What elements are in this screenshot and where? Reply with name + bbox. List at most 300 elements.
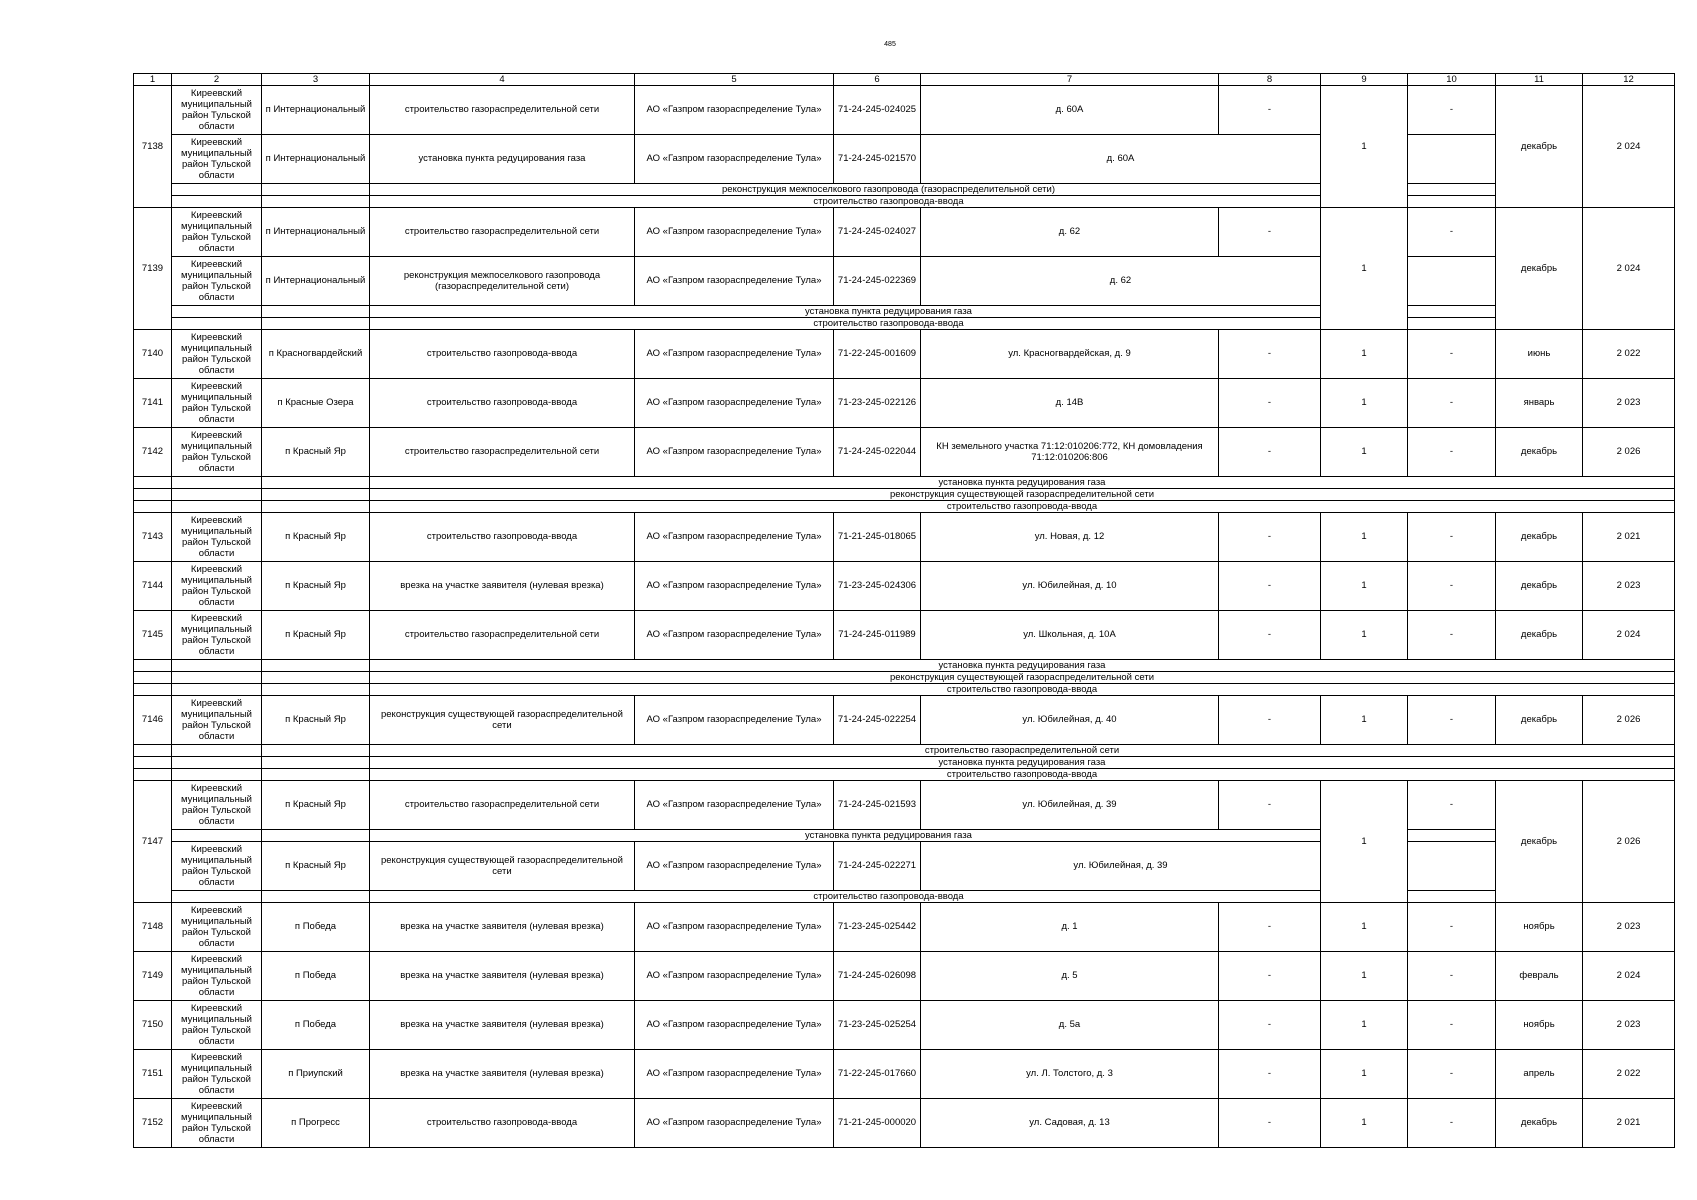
year-cell: 2 022: [1583, 1050, 1675, 1099]
organization-cell: АО «Газпром газораспределение Тула»: [635, 257, 834, 306]
year-cell: 2 023: [1583, 379, 1675, 428]
empty-cell: [262, 501, 370, 513]
organization-cell: АО «Газпром газораспределение Тула»: [635, 379, 834, 428]
empty-cell: [134, 769, 172, 781]
col9-cell: 1: [1321, 903, 1408, 952]
span-text-cell: реконструкция межпоселкового газопровода (газораспределительной сети): [370, 184, 1408, 196]
span-text-cell: установка пункта редуцирования газа: [370, 660, 1675, 672]
settlement-cell: п Победа: [262, 1001, 370, 1050]
work-type-cell: врезка на участке заявителя (нулевая врезка): [370, 903, 635, 952]
col10-cell: -: [1408, 952, 1496, 1001]
col8-cell: -: [1219, 952, 1321, 1001]
col10-cell: -: [1408, 330, 1496, 379]
work-type-cell: строительство газопровода-ввода: [370, 513, 635, 562]
month-cell: декабрь: [1496, 428, 1583, 477]
span-text-cell: реконструкция существующей газораспределительной сети: [370, 489, 1675, 501]
table-row: [134, 611, 1675, 660]
empty-cell: [172, 684, 262, 696]
col10-cell: -: [1408, 1001, 1496, 1050]
col10-cell: [1408, 842, 1496, 891]
table-row: [134, 1001, 1675, 1050]
span-row: [134, 660, 1675, 672]
empty-cell: [262, 769, 370, 781]
application-code-cell: 71-22-245-017660: [834, 1050, 921, 1099]
span-text-cell: строительство газораспределительной сети: [370, 745, 1675, 757]
year-cell: 2 023: [1583, 903, 1675, 952]
empty-cell: [262, 306, 370, 318]
district-cell: Киреевский муниципальный район Тульской области: [172, 1050, 262, 1099]
address-cell: д. 60А: [921, 86, 1219, 135]
empty-cell: [262, 672, 370, 684]
col10-cell: -: [1408, 611, 1496, 660]
col8-cell: -: [1219, 208, 1321, 257]
col10-cell: [1408, 318, 1496, 330]
settlement-cell: п Красный Яр: [262, 562, 370, 611]
district-cell: Киреевский муниципальный район Тульской области: [172, 1001, 262, 1050]
year-cell: 2 022: [1583, 330, 1675, 379]
work-type-cell: реконструкция существующей газораспределительной сети: [370, 842, 635, 891]
empty-cell: [172, 891, 262, 903]
table-row: [134, 135, 1675, 184]
organization-cell: АО «Газпром газораспределение Тула»: [635, 696, 834, 745]
span-row: [134, 684, 1675, 696]
table-row: [134, 428, 1675, 477]
organization-cell: АО «Газпром газораспределение Тула»: [635, 1001, 834, 1050]
year-cell: 2 024: [1583, 611, 1675, 660]
application-code-cell: 71-22-245-001609: [834, 330, 921, 379]
year-cell: 2 024: [1583, 952, 1675, 1001]
month-cell: декабрь: [1496, 781, 1583, 903]
empty-cell: [172, 745, 262, 757]
col9-cell: 1: [1321, 86, 1408, 208]
settlement-cell: п Интернациональный: [262, 135, 370, 184]
district-cell: Киреевский муниципальный район Тульской области: [172, 611, 262, 660]
table-row: [134, 379, 1675, 428]
col10-cell: [1408, 257, 1496, 306]
organization-cell: АО «Газпром газораспределение Тула»: [635, 86, 834, 135]
organization-cell: АО «Газпром газораспределение Тула»: [635, 428, 834, 477]
month-cell: февраль: [1496, 952, 1583, 1001]
span-row: [134, 745, 1675, 757]
organization-cell: АО «Газпром газораспределение Тула»: [635, 135, 834, 184]
address-cell: ул. Л. Толстого, д. 3: [921, 1050, 1219, 1099]
col10-cell: -: [1408, 903, 1496, 952]
empty-cell: [262, 477, 370, 489]
application-code-cell: 71-24-245-022271: [834, 842, 921, 891]
table-row: [134, 842, 1675, 891]
column-header: 9: [1321, 74, 1408, 86]
organization-cell: АО «Газпром газораспределение Тула»: [635, 330, 834, 379]
settlement-cell: п Красный Яр: [262, 842, 370, 891]
organization-cell: АО «Газпром газораспределение Тула»: [635, 513, 834, 562]
district-cell: Киреевский муниципальный район Тульской области: [172, 1099, 262, 1148]
settlement-cell: п Интернациональный: [262, 257, 370, 306]
col8-cell: -: [1219, 1099, 1321, 1148]
application-code-cell: 71-24-245-026098: [834, 952, 921, 1001]
col8-cell: -: [1219, 513, 1321, 562]
application-code-cell: 71-21-245-000020: [834, 1099, 921, 1148]
table-row: [134, 208, 1675, 257]
col8-cell: -: [1219, 562, 1321, 611]
district-cell: Киреевский муниципальный район Тульской области: [172, 86, 262, 135]
address-cell: д. 5а: [921, 1001, 1219, 1050]
address-cell: д. 62: [921, 208, 1219, 257]
application-code-cell: 71-23-245-022126: [834, 379, 921, 428]
address-cell: КН земельного участка 71:12:010206:772, КН домовладения 71:12:010206:806: [921, 428, 1219, 477]
col8-cell: -: [1219, 903, 1321, 952]
row-number-cell: 7150: [134, 1001, 172, 1050]
organization-cell: АО «Газпром газораспределение Тула»: [635, 208, 834, 257]
work-type-cell: реконструкция существующей газораспределительной сети: [370, 696, 635, 745]
sub-row: [134, 830, 1675, 842]
work-type-cell: строительство газораспределительной сети: [370, 611, 635, 660]
application-code-cell: 71-24-245-011989: [834, 611, 921, 660]
application-code-cell: 71-23-245-024306: [834, 562, 921, 611]
span-text-cell: строительство газопровода-ввода: [370, 769, 1675, 781]
work-type-cell: строительство газораспределительной сети: [370, 208, 635, 257]
settlement-cell: п Победа: [262, 903, 370, 952]
empty-cell: [262, 660, 370, 672]
empty-cell: [134, 672, 172, 684]
row-number-cell: 7145: [134, 611, 172, 660]
address-cell: д. 5: [921, 952, 1219, 1001]
col10-cell: -: [1408, 86, 1496, 135]
year-cell: 2 023: [1583, 562, 1675, 611]
application-code-cell: 71-24-245-024025: [834, 86, 921, 135]
col9-cell: 1: [1321, 562, 1408, 611]
column-header: 5: [635, 74, 834, 86]
work-type-cell: строительство газораспределительной сети: [370, 428, 635, 477]
col9-cell: 1: [1321, 1099, 1408, 1148]
year-cell: 2 026: [1583, 696, 1675, 745]
sub-row: [134, 184, 1675, 196]
work-type-cell: строительство газораспределительной сети: [370, 86, 635, 135]
row-number-cell: 7148: [134, 903, 172, 952]
span-text-cell: строительство газопровода-ввода: [370, 891, 1408, 903]
col9-cell: 1: [1321, 1001, 1408, 1050]
empty-cell: [172, 306, 262, 318]
empty-cell: [172, 830, 262, 842]
year-cell: 2 024: [1583, 208, 1675, 330]
address-cell: ул. Юбилейная, д. 39: [921, 781, 1219, 830]
span-row: [134, 769, 1675, 781]
col10-cell: -: [1408, 428, 1496, 477]
col8-cell: -: [1219, 1001, 1321, 1050]
span-text-cell: установка пункта редуцирования газа: [370, 757, 1675, 769]
row-number-cell: 7141: [134, 379, 172, 428]
district-cell: Киреевский муниципальный район Тульской области: [172, 903, 262, 952]
span-row: [134, 489, 1675, 501]
district-cell: Киреевский муниципальный район Тульской области: [172, 428, 262, 477]
year-cell: 2 026: [1583, 781, 1675, 903]
col10-cell: [1408, 306, 1496, 318]
work-type-cell: врезка на участке заявителя (нулевая врезка): [370, 1001, 635, 1050]
work-type-cell: строительство газораспределительной сети: [370, 781, 635, 830]
col10-cell: [1408, 135, 1496, 184]
row-number-cell: 7147: [134, 781, 172, 903]
district-cell: Киреевский муниципальный район Тульской области: [172, 330, 262, 379]
application-code-cell: 71-21-245-018065: [834, 513, 921, 562]
address-cell: ул. Юбилейная, д. 40: [921, 696, 1219, 745]
settlement-cell: п Прогресс: [262, 1099, 370, 1148]
table-row: [134, 696, 1675, 745]
span-text-cell: установка пункта редуцирования газа: [370, 830, 1408, 842]
empty-cell: [172, 489, 262, 501]
work-type-cell: установка пункта редуцирования газа: [370, 135, 635, 184]
empty-cell: [262, 757, 370, 769]
month-cell: июнь: [1496, 330, 1583, 379]
col9-cell: 1: [1321, 208, 1408, 330]
col10-cell: -: [1408, 696, 1496, 745]
empty-cell: [134, 489, 172, 501]
year-cell: 2 024: [1583, 86, 1675, 208]
month-cell: ноябрь: [1496, 903, 1583, 952]
span-row: [134, 501, 1675, 513]
table-row: [134, 781, 1675, 830]
application-code-cell: 71-23-245-025442: [834, 903, 921, 952]
col8-cell: -: [1219, 696, 1321, 745]
column-header: 11: [1496, 74, 1583, 86]
settlement-cell: п Красные Озера: [262, 379, 370, 428]
month-cell: декабрь: [1496, 696, 1583, 745]
empty-cell: [172, 184, 262, 196]
empty-cell: [172, 196, 262, 208]
col9-cell: 1: [1321, 611, 1408, 660]
row-number-cell: 7146: [134, 696, 172, 745]
row-number-cell: 7140: [134, 330, 172, 379]
district-cell: Киреевский муниципальный район Тульской области: [172, 379, 262, 428]
empty-cell: [172, 672, 262, 684]
column-number-header-row: [134, 74, 1675, 86]
col9-cell: 1: [1321, 379, 1408, 428]
row-number-cell: 7142: [134, 428, 172, 477]
application-code-cell: 71-24-245-024027: [834, 208, 921, 257]
work-type-cell: строительство газопровода-ввода: [370, 379, 635, 428]
settlement-cell: п Красный Яр: [262, 781, 370, 830]
work-type-cell: строительство газопровода-ввода: [370, 1099, 635, 1148]
application-code-cell: 71-24-245-021570: [834, 135, 921, 184]
col9-cell: 1: [1321, 952, 1408, 1001]
settlement-cell: п Приупский: [262, 1050, 370, 1099]
col9-cell: 1: [1321, 428, 1408, 477]
empty-cell: [172, 660, 262, 672]
empty-cell: [134, 757, 172, 769]
settlement-cell: п Красный Яр: [262, 611, 370, 660]
settlement-cell: п Красный Яр: [262, 696, 370, 745]
work-type-cell: врезка на участке заявителя (нулевая врезка): [370, 562, 635, 611]
page-number: 485: [884, 41, 896, 48]
col8-cell: -: [1219, 428, 1321, 477]
gas-register-table: [133, 73, 1675, 1148]
empty-cell: [172, 477, 262, 489]
district-cell: Киреевский муниципальный район Тульской области: [172, 562, 262, 611]
district-cell: Киреевский муниципальный район Тульской области: [172, 781, 262, 830]
district-cell: Киреевский муниципальный район Тульской области: [172, 842, 262, 891]
column-header: 3: [262, 74, 370, 86]
span-text-cell: реконструкция существующей газораспределительной сети: [370, 672, 1675, 684]
row-number-cell: 7143: [134, 513, 172, 562]
empty-cell: [134, 684, 172, 696]
row-number-cell: 7149: [134, 952, 172, 1001]
span-text-cell: строительство газопровода-ввода: [370, 684, 1675, 696]
application-code-cell: 71-24-245-022254: [834, 696, 921, 745]
empty-cell: [262, 891, 370, 903]
month-cell: декабрь: [1496, 562, 1583, 611]
empty-cell: [262, 489, 370, 501]
organization-cell: АО «Газпром газораспределение Тула»: [635, 903, 834, 952]
row-number-cell: 7138: [134, 86, 172, 208]
work-type-cell: реконструкция межпоселкового газопровода (газораспределительной сети): [370, 257, 635, 306]
row-number-cell: 7151: [134, 1050, 172, 1099]
table-row: [134, 903, 1675, 952]
table-row: [134, 952, 1675, 1001]
work-type-cell: врезка на участке заявителя (нулевая врезка): [370, 952, 635, 1001]
table-row: [134, 1050, 1675, 1099]
year-cell: 2 023: [1583, 1001, 1675, 1050]
col8-cell: -: [1219, 781, 1321, 830]
sub-row: [134, 891, 1675, 903]
col9-cell: 1: [1321, 696, 1408, 745]
work-type-cell: врезка на участке заявителя (нулевая врезка): [370, 1050, 635, 1099]
application-code-cell: 71-24-245-022369: [834, 257, 921, 306]
sub-row: [134, 196, 1675, 208]
span-row: [134, 757, 1675, 769]
organization-cell: АО «Газпром газораспределение Тула»: [635, 562, 834, 611]
column-header: 4: [370, 74, 635, 86]
span-text-cell: установка пункта редуцирования газа: [370, 477, 1675, 489]
empty-cell: [172, 757, 262, 769]
span-text-cell: строительство газопровода-ввода: [370, 501, 1675, 513]
organization-cell: АО «Газпром газораспределение Тула»: [635, 611, 834, 660]
application-code-cell: 71-24-245-022044: [834, 428, 921, 477]
col10-cell: [1408, 184, 1496, 196]
empty-cell: [172, 769, 262, 781]
address-cell: д. 60А: [921, 135, 1321, 184]
col8-cell: -: [1219, 86, 1321, 135]
column-header: 7: [921, 74, 1219, 86]
col10-cell: -: [1408, 208, 1496, 257]
year-cell: 2 021: [1583, 513, 1675, 562]
row-number-cell: 7144: [134, 562, 172, 611]
col8-cell: -: [1219, 1050, 1321, 1099]
row-number-cell: 7152: [134, 1099, 172, 1148]
address-cell: ул. Садовая, д. 13: [921, 1099, 1219, 1148]
organization-cell: АО «Газпром газораспределение Тула»: [635, 1050, 834, 1099]
settlement-cell: п Красный Яр: [262, 428, 370, 477]
col9-cell: 1: [1321, 1050, 1408, 1099]
settlement-cell: п Интернациональный: [262, 86, 370, 135]
table-row: [134, 562, 1675, 611]
empty-cell: [262, 745, 370, 757]
table-row: [134, 86, 1675, 135]
col9-cell: 1: [1321, 781, 1408, 903]
col10-cell: -: [1408, 1050, 1496, 1099]
address-cell: ул. Новая, д. 12: [921, 513, 1219, 562]
organization-cell: АО «Газпром газораспределение Тула»: [635, 952, 834, 1001]
settlement-cell: п Красный Яр: [262, 513, 370, 562]
month-cell: январь: [1496, 379, 1583, 428]
empty-cell: [172, 318, 262, 330]
empty-cell: [134, 477, 172, 489]
empty-cell: [134, 745, 172, 757]
address-cell: д. 62: [921, 257, 1321, 306]
span-text-cell: установка пункта редуцирования газа: [370, 306, 1408, 318]
district-cell: Киреевский муниципальный район Тульской области: [172, 135, 262, 184]
organization-cell: АО «Газпром газораспределение Тула»: [635, 842, 834, 891]
empty-cell: [172, 501, 262, 513]
column-header: 6: [834, 74, 921, 86]
empty-cell: [262, 684, 370, 696]
col9-cell: 1: [1321, 513, 1408, 562]
row-number-cell: 7139: [134, 208, 172, 330]
span-row: [134, 477, 1675, 489]
district-cell: Киреевский муниципальный район Тульской области: [172, 696, 262, 745]
address-cell: д. 14В: [921, 379, 1219, 428]
col8-cell: -: [1219, 379, 1321, 428]
month-cell: апрель: [1496, 1050, 1583, 1099]
address-cell: д. 1: [921, 903, 1219, 952]
empty-cell: [134, 660, 172, 672]
col10-cell: [1408, 891, 1496, 903]
empty-cell: [134, 501, 172, 513]
column-header: 8: [1219, 74, 1321, 86]
col10-cell: [1408, 830, 1496, 842]
month-cell: декабрь: [1496, 86, 1583, 208]
district-cell: Киреевский муниципальный район Тульской области: [172, 208, 262, 257]
organization-cell: АО «Газпром газораспределение Тула»: [635, 781, 834, 830]
address-cell: ул. Красногвардейская, д. 9: [921, 330, 1219, 379]
month-cell: декабрь: [1496, 611, 1583, 660]
column-header: 2: [172, 74, 262, 86]
col10-cell: -: [1408, 562, 1496, 611]
col10-cell: -: [1408, 513, 1496, 562]
application-code-cell: 71-23-245-025254: [834, 1001, 921, 1050]
settlement-cell: п Красногвардейский: [262, 330, 370, 379]
table-row: [134, 257, 1675, 306]
organization-cell: АО «Газпром газораспределение Тула»: [635, 1099, 834, 1148]
table-row: [134, 1099, 1675, 1148]
table-row: [134, 513, 1675, 562]
year-cell: 2 021: [1583, 1099, 1675, 1148]
address-cell: ул. Юбилейная, д. 39: [921, 842, 1321, 891]
column-header: 10: [1408, 74, 1496, 86]
column-header: 1: [134, 74, 172, 86]
district-cell: Киреевский муниципальный район Тульской области: [172, 513, 262, 562]
col10-cell: [1408, 196, 1496, 208]
empty-cell: [262, 830, 370, 842]
empty-cell: [262, 184, 370, 196]
column-header: 12: [1583, 74, 1675, 86]
col10-cell: -: [1408, 781, 1496, 830]
empty-cell: [262, 318, 370, 330]
month-cell: ноябрь: [1496, 1001, 1583, 1050]
sub-row: [134, 306, 1675, 318]
address-cell: ул. Школьная, д. 10А: [921, 611, 1219, 660]
district-cell: Киреевский муниципальный район Тульской области: [172, 257, 262, 306]
col10-cell: -: [1408, 379, 1496, 428]
empty-cell: [262, 196, 370, 208]
district-cell: Киреевский муниципальный район Тульской области: [172, 952, 262, 1001]
address-cell: ул. Юбилейная, д. 10: [921, 562, 1219, 611]
month-cell: декабрь: [1496, 513, 1583, 562]
col10-cell: -: [1408, 1099, 1496, 1148]
span-row: [134, 672, 1675, 684]
col8-cell: -: [1219, 330, 1321, 379]
application-code-cell: 71-24-245-021593: [834, 781, 921, 830]
span-text-cell: строительство газопровода-ввода: [370, 196, 1408, 208]
month-cell: декабрь: [1496, 208, 1583, 330]
year-cell: 2 026: [1583, 428, 1675, 477]
